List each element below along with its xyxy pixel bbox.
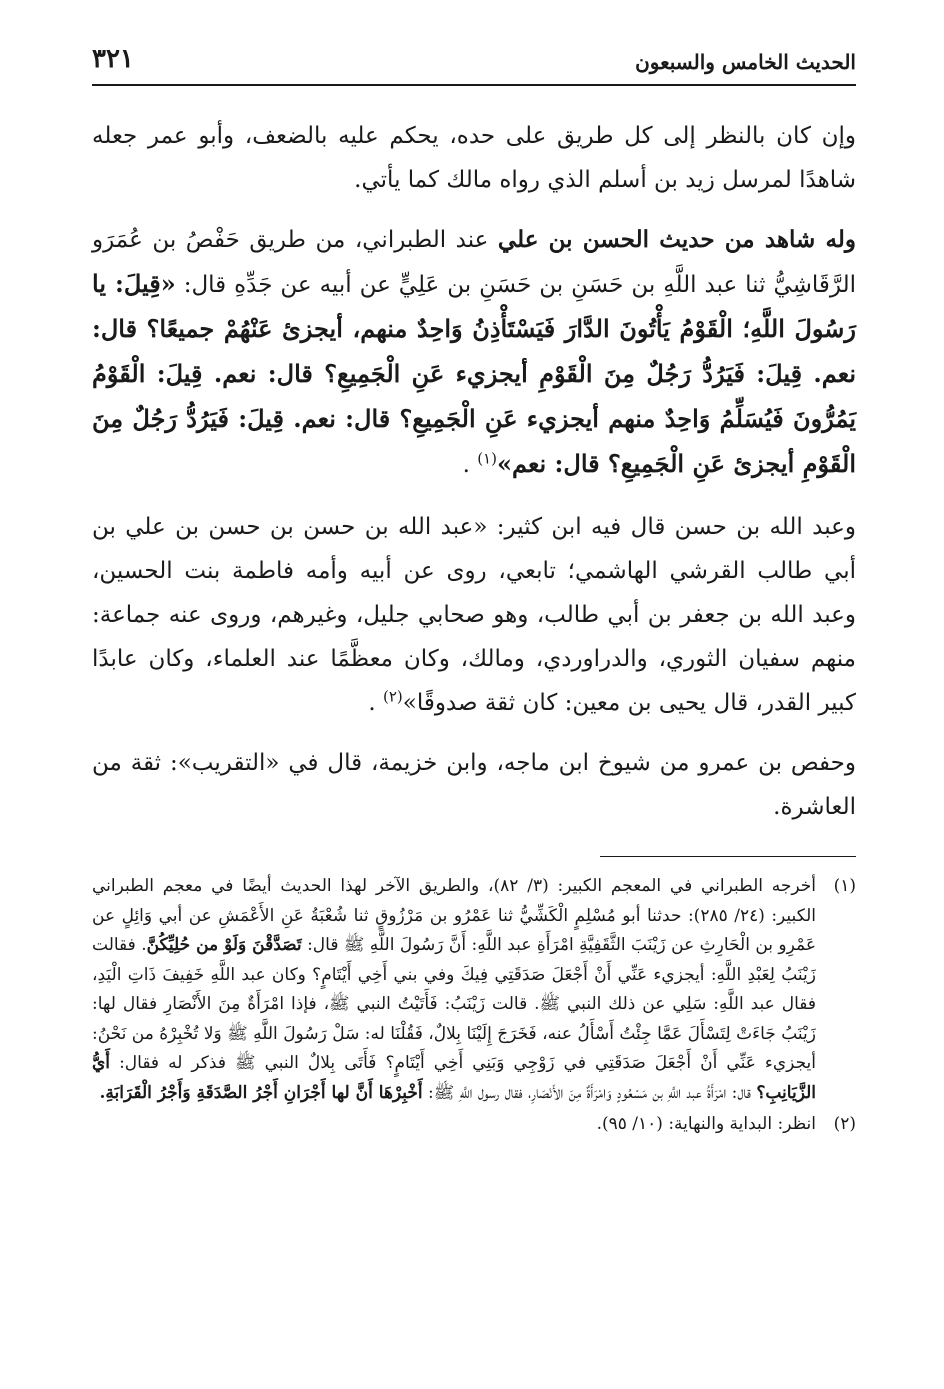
paragraph-3-text: وعبد الله بن حسن قال فيه ابن كثير: «عبد الله بن حسن بن حسن بن علي بن أبي طالب القرشي الهاشمي؛ تابعي، روى عن أبيه وأمه فاطمة بنت الحسين، وعبد الله بن جعفر بن أبي طالب، وهو صحابي جليل، وغيرهم، وروى عنه جماعة: منهم سفيان الثوري، والدراوردي، ومالك، وكان معظَّمًا عند العلماء، وكان عابدًا كبير القدر، قال يحيى بن معين: كان ثقة صدوقًا» — [92, 514, 856, 716]
paragraph-3 — [92, 505, 856, 725]
main-text — [92, 114, 856, 845]
footnote-ref-1[interactable]: (١) — [477, 449, 497, 468]
paragraph-2-lead: وله شاهد من حديث الحسن بن علي — [497, 226, 856, 253]
header-divider — [92, 84, 856, 86]
hadith-quote: «قِيلَ: يا رَسُولَ اللَّهِ؛ الْقَوْمُ يَأْتُونَ الدَّارَ فَيَسْتَأْذِنُ وَاحِدٌ منهم، أيجزئ عَنْهُمْ جميعًا؟ قال: نعم. قِيلَ: فَيَرُدُّ رَجُلٌ مِنَ الْقَوْمِ أيجزيء عَنِ الْجَمِيعِ؟ قال: نعم. قِيلَ: الْقَوْمُ يَمُرُّونَ فَيُسَلِّمُ وَاحِدٌ منهم أيجزيء عَنِ الْجَمِيعِ؟ قال: نعم. قِيلَ: فَيَرُدُّ رَجُلٌ مِنَ الْقَوْمِ أيجزئ عَنِ الْجَمِيعِ؟ قال: نعم» — [92, 269, 856, 478]
footnote-1 — [92, 872, 856, 1108]
footnote-1-hadith-3: أَخْبِرْهَا أَنَّ لها أَجْرَانِ أَجْرُ الصَّدَقَةِ وَأَجْرُ الْقَرَابَةِ. — [99, 1082, 423, 1103]
footnote-2 — [92, 1110, 856, 1140]
paragraph-4: وحفص بن عمرو من شيوخ ابن ماجه، وابن خزيمة، قال في «التقريب»: ثقة من العاشرة. — [92, 750, 856, 820]
footnote-1-part-3: قال: امْرَأَةُ عبد اللَّهِ بن مَسْعُودٍ وَامْرَأَةٌ مِنَ الأَنْصَارِ، فقال رسول اللَّهِ ﷺ: — [422, 1082, 757, 1103]
paragraph-2-end: . — [462, 452, 478, 478]
running-header — [92, 42, 856, 82]
paragraph-3-end: . — [368, 690, 383, 716]
paragraph-2 — [92, 218, 856, 487]
footnote-text: انظر: البداية والنهاية: (١٠/ ٩٥). — [596, 1114, 816, 1134]
page-number: ٣٢١ — [92, 44, 134, 74]
footnote-divider — [600, 856, 856, 857]
footnote-number: (٢) — [833, 1114, 856, 1134]
footnote-1-part-1: أخرجه الطبراني في المعجم الكبير: (٣/ ٨٢)، والطريق الآخر لهذا الحديث أيضًا في معجم الطبراني الكبير: (٢٤/ ٢٨٥): حدثنا أبو مُسْلِمٍ الْكَشِّيُّ ثنا عَمْرُو بن مَرْزُوقٍ ثنا شُعْبَةُ عَنِ الأَعْمَشِ عن أبي وَائِلٍ عن عَمْرِو بن الْحَارِثِ عن زَيْنَبَ الثَّقَفِيَّةِ امْرَأَةِ عبد اللَّهِ: أَنَّ رَسُولَ اللَّهِ ﷺ قال: — [92, 876, 817, 955]
paragraph-2-isnad: عند الطبراني، من طريق حَفْصُ بن عُمَرَو الرَّقَاشِيُّ ثنا عبد اللَّهِ بن حَسَنِ بن حَسَنِ بن عَلِيٍّ عن أبيه عن جَدِّهِ قال: — [92, 227, 856, 298]
footnote-number: (١) — [833, 876, 856, 896]
footnote-text — [92, 872, 816, 1108]
footnotes — [92, 872, 856, 1142]
footnote-1-part-2: . فقالت زَيْنَبُ لِعَبْدِ اللَّهِ: أيجزيء عَنِّي أَنْ أَجْعَلَ صَدَقَتِي فِيكَ وفي بني أَخِي أَيْتَامٍ؟ وكان عبد اللَّهِ خَفِيفَ ذَاتِ الْيَدِ، فقال عبد اللَّهِ: سَلِي عن ذلك النبي ﷺ. قالت زَيْنَبُ: فَأَتَيْتُ النبي ﷺ، فإذا امْرَأَةٌ مِنَ الأَنْصَارِ فقال لها: زَيْنَبُ جَاءَتْ لِتَسْأَلَ عَمَّا جِئْتُ أَسْأَلُ عنه، فَخَرَجَ إِلَيْنَا بِلالٌ، فَقُلْنَا له: سَلْ رَسُولَ اللَّهِ ﷺ وَلا تُخْبِرْهُ من نَحْنُ: أيجزيء عَنِّي أَنْ أَجْعَلَ صَدَقَتِي في زَوْجِي وَبَنِي أَخِي أَيْتَامٍ؟ فَأَتَى بِلالٌ النبي ﷺ فذكر له فقال: — [92, 935, 816, 1073]
footnote-1-hadith-2: أَيُّ الزَّيَانِبِ؟ — [92, 1053, 816, 1103]
footnote-1-hadith-1: تَصَدَّقْنَ وَلَوْ من حُلِيِّكُنَّ — [146, 935, 302, 955]
paragraph-1: وإن كان بالنظر إلى كل طريق على حده، يحكم عليه بالضعف، وأبو عمر جعله شاهدًا لمرسل زيد بن أسلم الذي رواه مالك كما يأتي. — [92, 123, 856, 193]
chapter-title: الحديث الخامس والسبعون — [635, 50, 856, 74]
footnote-ref-2[interactable]: (٢) — [382, 687, 403, 706]
